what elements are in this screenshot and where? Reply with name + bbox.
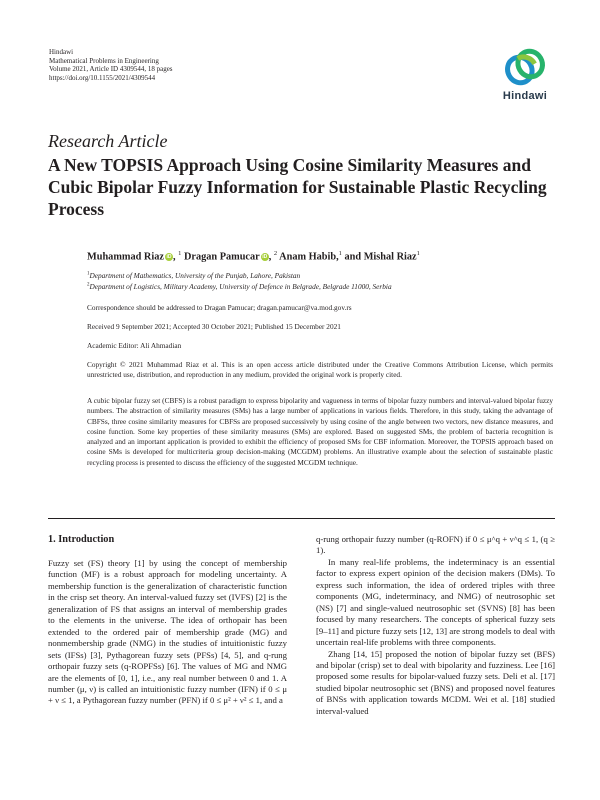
abstract: A cubic bipolar fuzzy set (CBFS) is a robust paradigm to express bipolarity and vagueness in terms of bipolar fuzzy numbers and interval-valued bipolar fuzzy numbers. The abstraction of similarity measures (SMs) has a large number of applications in various fields. Therefore, in this study, taking the advantage of CBFSs, three cosine similarity measures for CBFSs are proposed successively by using cosine of the angle between two vectors, new distance measures, and cosine function. Some key properties of these similarity measures (SMs) are explored. Based on suggested SMs, the problem of bacteria recognition is analyzed and an important application is provided to exhibit the efficiency of proposed SMs for CBF information. Moreover, the TOPSIS approach based on cosine SMs is developed for multicriteria group decision-making (MCGDM) problems. An illustrative example about the selection of sustainable plastic recycling process is presented to discuss the efficiency of the suggested MCGDM technique. bbox=[87, 396, 553, 467]
orcid-icon[interactable]: iD bbox=[262, 254, 268, 261]
body-column-right bbox=[316, 534, 555, 717]
affiliation-mark: 2 bbox=[87, 282, 90, 288]
author-name: Anam Habib, bbox=[279, 251, 339, 263]
author-name: Muhammad Riaz bbox=[87, 251, 164, 263]
article-type: Research Article bbox=[48, 131, 168, 151]
affiliation-text: Department of Logistics, Military Academy, University of Defence in Belgrade, Belgrade 11000, Serbia bbox=[89, 282, 392, 291]
section-divider bbox=[48, 518, 555, 519]
logo-wordmark: Hindawi bbox=[502, 90, 548, 102]
affiliation-text: Department of Mathematics, University of the Punjab, Lahore, Pakistan bbox=[89, 271, 301, 280]
paper-title: A New TOPSIS Approach Using Cosine Similarity Measures and Cubic Bipolar Fuzzy Information for Sustainable Plastic Recycling Process bbox=[48, 155, 547, 219]
hindawi-logo-icon bbox=[494, 46, 556, 88]
affiliation bbox=[87, 271, 300, 280]
affiliation-mark: 1 bbox=[87, 271, 90, 277]
affiliation bbox=[87, 282, 392, 291]
hindawi-logo bbox=[494, 46, 556, 106]
body-paragraph: Fuzzy set (FS) theory [1] by using the concept of membership function (MF) is a robust approach for modeling uncertainty. A membership function is the generalization of characteristic function in the crisp set theory. An interval-valued fuzzy set (IVFS) [2] is the generalization of FS that assigns an interval of membership grades to the elements in the universe. The idea of orthopair has been extended to the ordered pair of membership grade (MG) and nonmembership grade (NMG) in the studies of intuitionistic fuzzy sets (IFSs) [3], Pythagorean fuzzy sets (PFSs) [4, 5], and q-rung orthopair fuzzy sets (q-ROPFSs) [6]. The values of MG and NMG are the elements of [0, 1], i.e., any real number between 0 and 1. A number (μ, ν) is called an intuitionistic fuzzy number (IFN) if 0 ≤ μ + ν ≤ 1, a Pythagorean fuzzy number (PFN) if 0 ≤ μ² + ν² ≤ 1, and a bbox=[48, 558, 287, 706]
copyright-notice: Copyright © 2021 Muhammad Riaz et al. This is an open access article distributed under the Creative Commons Attribution License, which permits unrestricted use, distribution, and reproduction in any medium, provided the original work is properly cited. bbox=[87, 360, 553, 380]
correspondence: Correspondence should be addressed to Dragan Pamucar; dragan.pamucar@va.mod.gov.rs bbox=[87, 303, 352, 312]
doi-link[interactable]: https://doi.org/10.1155/2021/4309544 bbox=[49, 73, 156, 82]
publisher-name: Hindawi bbox=[49, 48, 74, 56]
publication-dates: Received 9 September 2021; Accepted 30 October 2021; Published 15 December 2021 bbox=[87, 322, 341, 331]
body-paragraph: In many real-life problems, the indeterminacy is an essential factor to express expert opinion of the decision makers (DMs). To express such information, the idea of ordered triples with three components (MG, indeterminacy, and NMG) of neutrosophic set (NS) [7] and single-valued neutrosophic set (SVNS) [8] has been focused by many researchers. The concepts of spherical fuzzy sets [9–11] and picture fuzzy sets [12, 13] are strong models to deal with uncertain real-life problems with three components. bbox=[316, 556, 555, 648]
author-affiliation-mark: 2 bbox=[273, 250, 278, 257]
orcid-icon[interactable]: iD bbox=[166, 254, 172, 261]
body-paragraph: Zhang [14, 15] proposed the notion of bipolar fuzzy set (BFS) and bipolar (crisp) set to deal with bipolarity and fuzziness. Lee [16] proposed some results for bipolar-valued fuzzy sets. Deli et al. [17] studied bipolar neutrosophic set (BNS) and proposed novel features of BNSs with application towards MCDM. Wei et al. [18] studied interval-valued bbox=[316, 648, 555, 716]
academic-editor: Academic Editor: Ali Ahmadian bbox=[87, 341, 182, 350]
author-name: Dragan Pamucar bbox=[183, 251, 260, 263]
journal-name: Mathematical Problems in Engineering bbox=[49, 56, 159, 65]
author-affiliation-mark: 1 bbox=[416, 250, 420, 257]
volume-line: Volume 2021, Article ID 4309544, 18 pages bbox=[49, 65, 173, 74]
author-affiliation-mark: 1 bbox=[338, 250, 342, 257]
author-affiliation-mark: 1 bbox=[178, 250, 182, 257]
section-heading: 1. Introduction bbox=[48, 534, 115, 545]
author-list: Muhammad Riaz iD , $^1$ Dragan Pamucar iD , $^2$ Anam Habib,$^1$ and Mishal Riaz$^1$ bbox=[87, 250, 420, 263]
journal-info bbox=[49, 48, 173, 82]
body-column-left bbox=[48, 534, 287, 707]
author-name: Mishal Riaz bbox=[363, 251, 417, 263]
body-paragraph: q-rung orthopair fuzzy number (q-ROFN) if 0 ≤ μ^q + ν^q ≤ 1, (q ≥ 1). bbox=[316, 534, 555, 556]
